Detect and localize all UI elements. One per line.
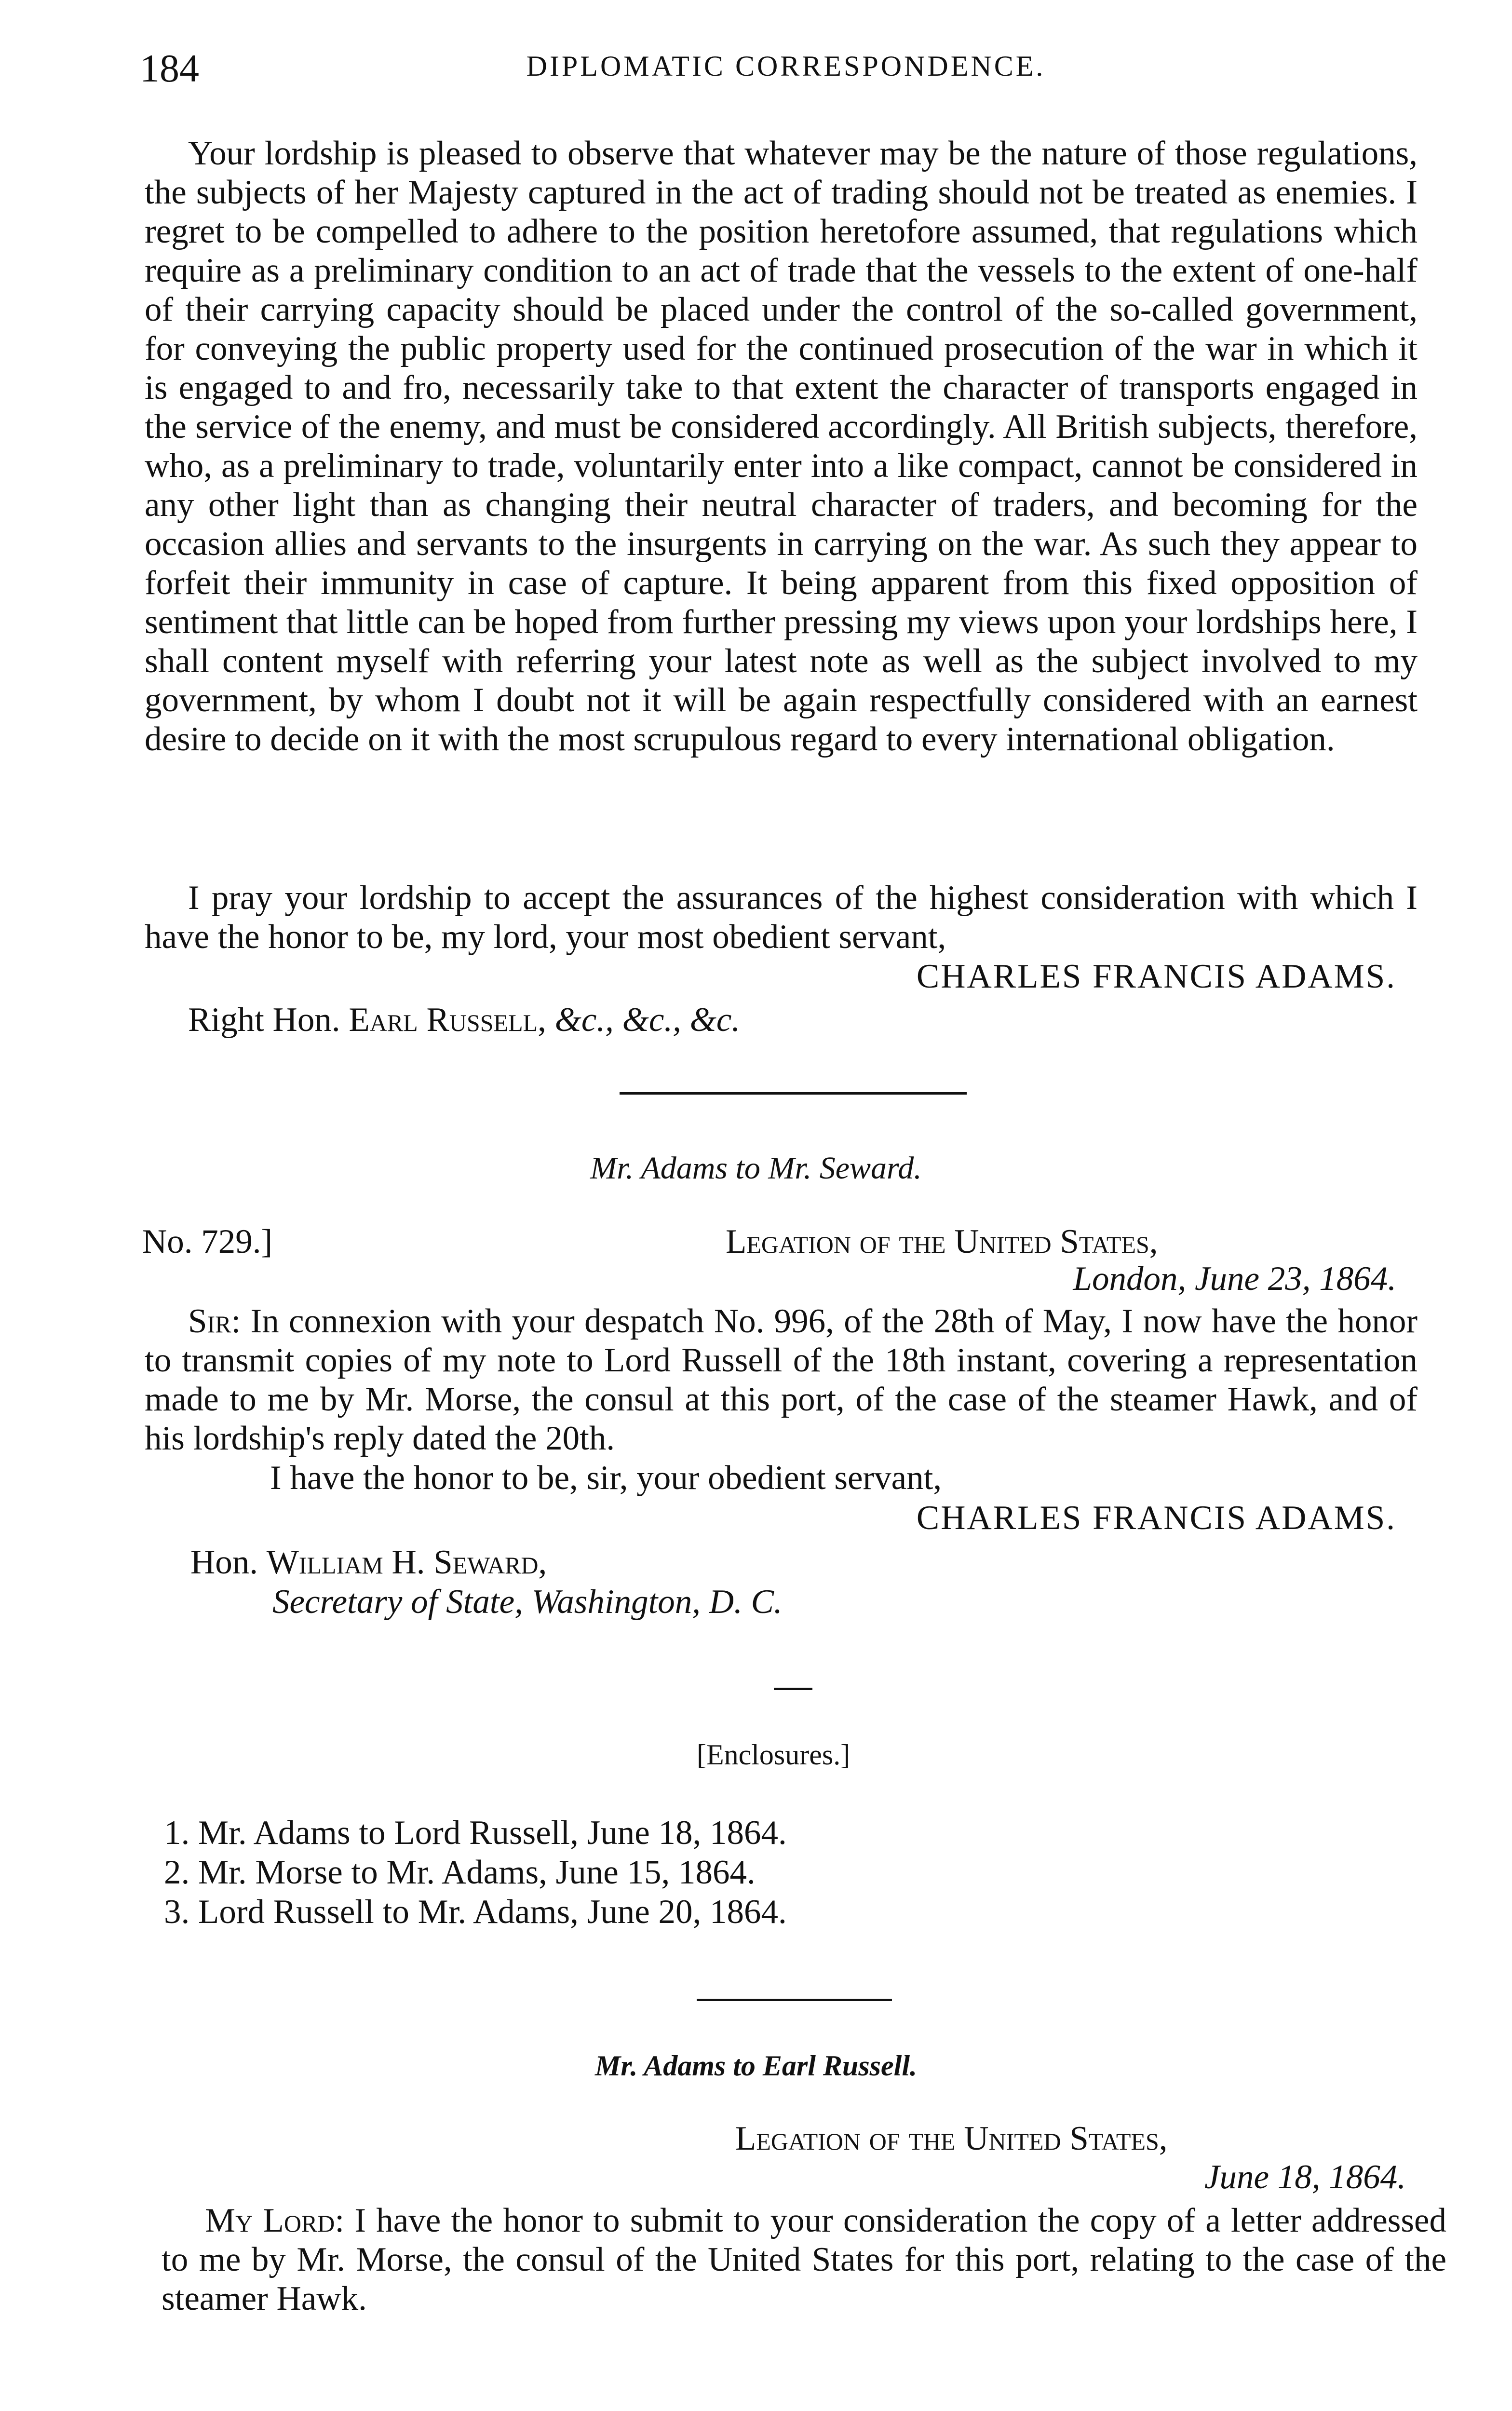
running-title: DIPLOMATIC CORRESPONDENCE. — [526, 50, 1046, 82]
letter2-closing: I have the honor to be, sir, your obedient servant, — [270, 1459, 942, 1497]
letter2-heading: Mr. Adams to Mr. Seward. — [590, 1151, 922, 1186]
short-divider — [774, 1688, 812, 1690]
page-number: 184 — [140, 46, 199, 90]
letter1-addressee-suffix: &c., &c., &c. — [554, 1001, 741, 1039]
letter2-body — [145, 1302, 1418, 1458]
letter2-legation: Legation of the United States, — [726, 1223, 1158, 1260]
section-divider — [620, 1092, 967, 1095]
letter1-paragraph-2: I pray your lordship to accept the assurances of the highest consideration with which I have the honor to be, my lord, your most obedient servant, — [145, 879, 1418, 956]
letter2-salutation: Sir: — [188, 1302, 241, 1340]
letter3-body — [162, 2201, 1446, 2318]
enclosures-label: [Enclosures.] — [697, 1739, 850, 1771]
letter2-number: No. 729.] — [142, 1223, 273, 1260]
section-divider-2 — [697, 1999, 892, 2001]
letter3-body-text: I have the honor to submit to your consideration the copy of a letter addressed to me by Mr. Morse, the consul of the United States for this port, relating to the case of the steamer Hawk. — [162, 2202, 1447, 2317]
letter3-legation: Legation of the United States, — [735, 2120, 1168, 2157]
letter2-place-date: London, June 23, 1864. — [1073, 1260, 1396, 1298]
letter2-addressee — [190, 1543, 547, 1582]
letter1-signature: CHARLES FRANCIS ADAMS. — [916, 958, 1396, 995]
enclosure-item: 2. Mr. Morse to Mr. Adams, June 15, 1864. — [164, 1854, 756, 1891]
letter2-addressee-title: Secretary of State, Washington, D. C. — [272, 1583, 783, 1621]
letter2-body-text: In connexion with your despatch No. 996, of the 28th of May, I now have the honor to transmit copies of my note to Lord Russell of the 18th instant, covering a representation made to me by Mr. Morse, the consul at this port, of the case of the steamer Hawk, and of his lordship's reply dated the 20th. — [145, 1302, 1418, 1457]
letter1-addressee-name: Earl Russell, — [349, 1001, 546, 1039]
letter2-addressee-name: William H. Seward, — [266, 1544, 547, 1581]
enclosure-item: 1. Mr. Adams to Lord Russell, June 18, 1864. — [164, 1814, 787, 1852]
letter3-date: June 18, 1864. — [1204, 2158, 1406, 2196]
letter2-signature: CHARLES FRANCIS ADAMS. — [916, 1499, 1396, 1537]
letter1-addressee — [188, 1001, 740, 1040]
letter3-heading: Mr. Adams to Earl Russell. — [595, 2050, 917, 2082]
letter1-addressee-prefix: Right Hon. — [188, 1001, 340, 1039]
page-header — [140, 46, 1432, 99]
letter3-salutation: My Lord: — [205, 2202, 345, 2239]
letter1-paragraph-1: Your lordship is pleased to observe that whatever may be the nature of those regulations, the subjects of her Majesty captured in the act of trading should not be treated as enemies. I regret to be compelled to adhere to the position heretofore assumed, that regulations which require as a preliminary condition to an act of trade that the vessels to the extent of one-half of their carrying capacity should be placed under the control of the so-called government, for conveying the public property used for the continued prosecution of the war in which it is engaged to and fro, necessarily take to that extent the character of transports engaged in the service of the enemy, and must be considered accordingly. All British subjects, therefore, who, as a preliminary to trade, voluntarily enter into a like compact, cannot be considered in any other light than as changing their neutral character of traders, and becoming for the occasion allies and servants to the insurgents in carrying on the war. As such they appear to forfeit their immunity in case of capture. It being apparent from this fixed opposition of sentiment that little can be hoped from further pressing my views upon your lordships here, I shall content myself with referring your latest note as well as the subject involved to my government, by whom I doubt not it will be again respectfully considered with an earnest desire to decide on it with the most scrupulous regard to every international obligation. — [145, 135, 1418, 758]
enclosure-item: 3. Lord Russell to Mr. Adams, June 20, 1864. — [164, 1893, 787, 1931]
enclosures-list — [164, 1813, 787, 1932]
letter2-addressee-prefix: Hon. — [190, 1544, 258, 1581]
